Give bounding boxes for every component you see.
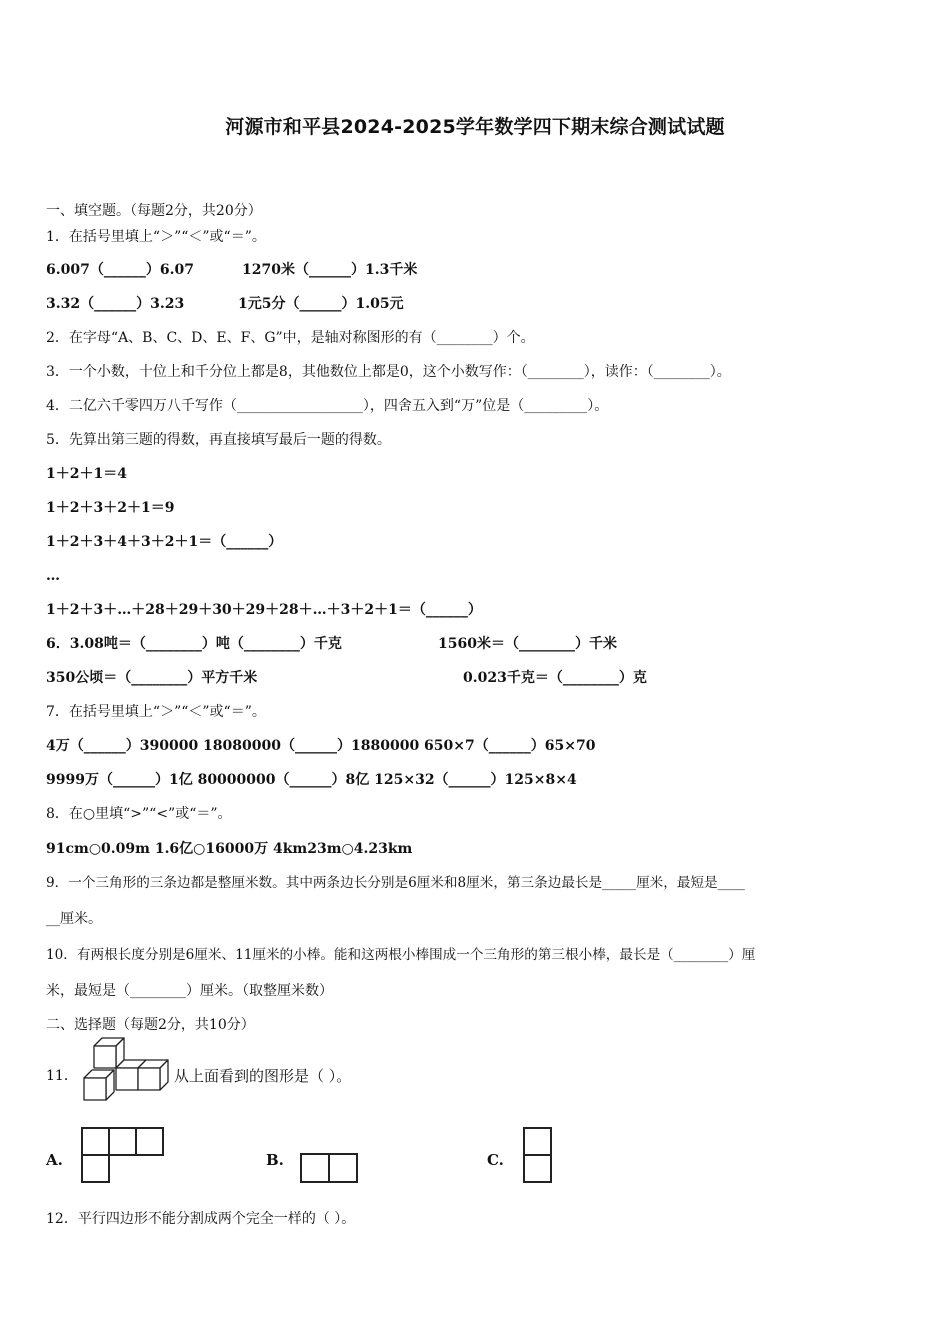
q1-stem: 1．在括号里填上“＞”“＜”或“＝”。 bbox=[46, 229, 266, 245]
q1-row2-a: 3.32（______）3.23 bbox=[46, 296, 185, 312]
q6-row2-a: 350公顷＝（________）平方千米 bbox=[46, 670, 258, 686]
q11-option-b-label[interactable]: B. bbox=[266, 1151, 284, 1169]
q6-row1-a: 6．3.08吨＝（________）吨（________）千克 bbox=[46, 636, 342, 652]
q8-stem: 8．在○里填“>”“<”或“＝”。 bbox=[46, 806, 232, 822]
q11-text: 从上面看到的图形是（ ）。 bbox=[174, 1067, 352, 1085]
q4: 4．二亿六千零四万八千写作（__________________），四舍五入到“万”位是（_________）。 bbox=[46, 398, 609, 414]
section-2-header: 二、选择题（每题2分，共10分） bbox=[46, 1017, 255, 1033]
q11-option-b-figure[interactable] bbox=[299, 1152, 359, 1185]
q1-row1-a: 6.007（______）6.07 bbox=[46, 262, 194, 278]
q11-number: 11． bbox=[46, 1068, 78, 1084]
q7-row2: 9999万（______）1亿 80000000（______）8亿 125×32（______）125×8×4 bbox=[46, 772, 577, 788]
q5-ellipsis: … bbox=[46, 568, 60, 584]
q5-line3: 1＋2＋3＋4＋3＋2＋1＝（______） bbox=[46, 534, 283, 550]
page-title: 河源市和平县2024-2025学年数学四下期末综合测试试题 bbox=[225, 116, 725, 138]
q9-line1: 9．一个三角形的三条边都是整厘米数。其中两条边长分别是6厘米和8厘米，第三条边最长是_____厘米，最短是____ bbox=[46, 875, 745, 891]
q7-stem: 7．在括号里填上“＞”“＜”或“＝”。 bbox=[46, 704, 266, 720]
q11-option-c-figure[interactable] bbox=[522, 1126, 554, 1186]
q3: 3．一个小数，十位上和千分位上都是8，其他数位上都是0，这个小数写作：（________），读作：（________）。 bbox=[46, 364, 731, 380]
q11-option-a-figure[interactable] bbox=[80, 1126, 166, 1186]
q10-line1: 10．有两根长度分别是6厘米、11厘米的小棒。能和这两根小棒围成一个三角形的第三根小棒，最长是（________）厘 bbox=[46, 947, 756, 963]
q8-row1: 91cm○0.09m 1.6亿○16000万 4km23m○4.23km bbox=[46, 841, 413, 857]
q11-option-a-label[interactable]: A. bbox=[46, 1151, 63, 1169]
q9-line2: __厘米。 bbox=[46, 911, 102, 927]
q5-stem: 5．先算出第三题的得数，再直接填写最后一题的得数。 bbox=[46, 432, 391, 448]
q10-line2: 米，最短是（________）厘米。（取整厘米数） bbox=[46, 983, 333, 999]
q5-line1: 1＋2＋1＝4 bbox=[46, 466, 127, 482]
q1-row2-b: 1元5分（______）1.05元 bbox=[238, 296, 404, 312]
cube-stack-figure bbox=[80, 1036, 174, 1106]
q5-line5: 1＋2＋3＋…＋28＋29＋30＋29＋28＋…＋3＋2＋1＝（______） bbox=[46, 602, 482, 618]
q5-line2: 1＋2＋3＋2＋1＝9 bbox=[46, 500, 175, 516]
q12: 12．平行四边形不能分割成两个完全一样的（ ）。 bbox=[46, 1211, 356, 1227]
q2: 2．在字母“A、B、C、D、E、F、G”中，是轴对称图形的有（________）个。 bbox=[46, 330, 535, 346]
section-1-header: 一、填空题。（每题2分，共20分） bbox=[46, 203, 262, 219]
q6-row2-b: 0.023千克＝（________）克 bbox=[463, 670, 647, 686]
q11-option-c-label[interactable]: C. bbox=[487, 1151, 504, 1169]
q1-row1-b: 1270米（______）1.3千米 bbox=[242, 262, 418, 278]
q7-row1: 4万（______）390000 18080000（______）1880000 650×7（______）65×70 bbox=[46, 738, 596, 754]
q6-row1-b: 1560米＝（________）千米 bbox=[438, 636, 617, 652]
